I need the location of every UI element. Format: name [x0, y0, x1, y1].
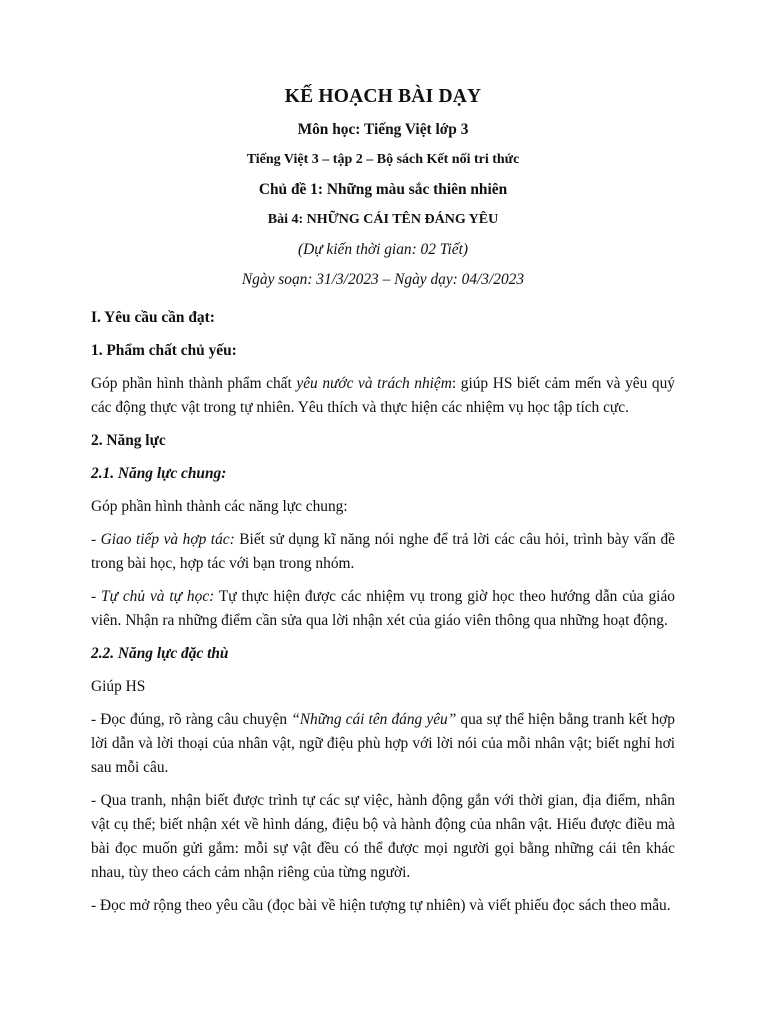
emphasis-text: - Giao tiếp và hợp tác:: [91, 531, 235, 548]
section-2-2-item-3: - Đọc mở rộng theo yêu cầu (đọc bài về hiện tượng tự nhiên) và viết phiếu đọc sách theo mẫu.: [91, 897, 671, 914]
text-run: Góp phần hình thành phẩm chất: [91, 375, 297, 392]
emphasis-text: yêu nước và trách nhiệm: [296, 375, 452, 392]
dates-line: Ngày soạn: 31/3/2023 – Ngày dạy: 04/3/2023: [241, 271, 525, 288]
section-2-1-item-2: [91, 585, 675, 633]
section-2-heading: 2. Năng lực: [91, 432, 166, 449]
subject-line: Môn học: Tiếng Việt lớp 3: [297, 121, 469, 138]
section-1-1-heading: 1. Phẩm chất chủ yếu:: [91, 342, 237, 359]
text-run: : giúp HS biết cảm mến và yêu quý các động thực vật trong tự nhiên. Yêu thích và thực hiện các nhiệm vụ học tập tích cực.: [91, 375, 675, 416]
section-2-2-item-2: - Qua tranh, nhận biết được trình tự các sự việc, hành động gắn với thời gian, địa điểm, nhân vật cụ thể; biết nhận xét về hình dáng, điệu bộ và hành động của nhân vật. Hiểu được điều mà bài đọc muốn gửi gắm: mỗi sự vật đều có thể được mọi người gọi bằng những cái tên khác nhau, tùy theo cách cảm nhận riêng của từng người.: [91, 792, 675, 881]
text-run: qua sự thể hiện bằng tranh kết hợp lời dẫn và lời thoại của nhân vật, ngữ điệu phù hợp với lời nói của mỗi nhân vật; biết nghỉ hơi sau mỗi câu.: [91, 711, 675, 776]
lesson-line: Bài 4: NHỮNG CÁI TÊN ĐÁNG YÊU: [267, 212, 499, 227]
topic-line: Chủ đề 1: Những màu sắc thiên nhiên: [258, 181, 508, 198]
text-run: - Đọc đúng, rõ ràng câu chuyện: [91, 711, 292, 728]
section-1-heading: I. Yêu cầu cần đạt:: [91, 309, 215, 326]
emphasis-text: “Những cái tên đáng yêu”: [291, 711, 457, 728]
section-2-1-item-1: [91, 528, 675, 576]
emphasis-text: - Tự chủ và tự học:: [91, 588, 215, 605]
section-2-2-item-1: [91, 708, 675, 780]
section-2-1-heading: 2.1. Năng lực chung:: [91, 465, 227, 482]
text-run: Biết sử dụng kĩ năng nói nghe để trả lời các câu hỏi, trình bày vấn đề trong bài học, hợp tác với bạn trong nhóm.: [91, 531, 675, 572]
duration-line: (Dự kiến thời gian: 02 Tiết): [297, 241, 469, 258]
section-2-2-heading: 2.2. Năng lực đặc thù: [91, 645, 229, 662]
book-line: Tiếng Việt 3 – tập 2 – Bộ sách Kết nối tri thức: [246, 152, 520, 167]
section-2-1-intro: Góp phần hình thành các năng lực chung:: [91, 498, 348, 515]
document-title: KẾ HOẠCH BÀI DẠY: [284, 86, 482, 107]
section-2-2-intro: Giúp HS: [91, 678, 146, 695]
text-run: Tự thực hiện được các nhiệm vụ trong giờ học theo hướng dẫn của giáo viên. Nhận ra những điểm cần sửa qua lời nhận xét của giáo viên thông qua những hoạt động.: [91, 588, 675, 629]
section-1-1-paragraph: [91, 372, 675, 420]
